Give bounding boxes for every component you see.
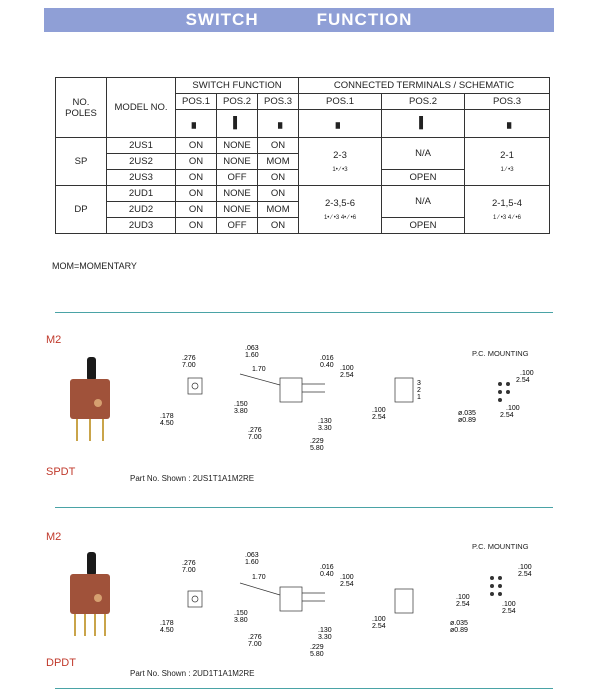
pos-cell: ON bbox=[258, 218, 299, 234]
pin bbox=[76, 419, 78, 441]
hole-mark bbox=[498, 398, 502, 402]
side-view-lever bbox=[240, 374, 280, 385]
sp-open: OPEN bbox=[382, 170, 465, 186]
model-cell: 2US1 bbox=[107, 138, 176, 154]
pos-cell: NONE bbox=[217, 186, 258, 202]
pos-cell: OFF bbox=[217, 170, 258, 186]
dim-label: .100 bbox=[372, 616, 386, 623]
terminal-number: 3 bbox=[417, 380, 421, 387]
hole-mark bbox=[506, 382, 510, 386]
dim-label: 7.00 bbox=[248, 641, 262, 648]
sp-c3-text: 2-1 bbox=[500, 150, 514, 161]
dim-label: 1.60 bbox=[245, 352, 259, 359]
dim-label: ø.035 bbox=[458, 410, 476, 417]
front-view bbox=[188, 378, 202, 394]
pos-cell: MOM bbox=[258, 154, 299, 170]
sp-connected-pos3 bbox=[465, 138, 550, 186]
divider bbox=[55, 688, 553, 689]
pos-cell: MOM bbox=[258, 202, 299, 218]
dim-label: 0.40 bbox=[320, 571, 334, 578]
side-view-body bbox=[280, 378, 302, 402]
header-connected: CONNECTED TERMINALS / SCHEMATIC bbox=[299, 78, 550, 94]
dp-c3-text: 2-1,5-4 bbox=[491, 198, 523, 209]
pos-cell: ON bbox=[176, 138, 217, 154]
header-c-pos3: POS.3 bbox=[465, 94, 550, 110]
banner-word-2: FUNCTION bbox=[316, 10, 413, 29]
dim-label: 2.54 bbox=[502, 608, 516, 615]
dimension-drawing-dpdt bbox=[150, 535, 440, 660]
switch-body bbox=[70, 574, 110, 614]
bottom-view bbox=[395, 378, 413, 402]
dim-label: 2.54 bbox=[372, 414, 386, 421]
side-view-body bbox=[280, 587, 302, 611]
header-no-poles: NO. POLES bbox=[56, 78, 107, 138]
hole-mark bbox=[490, 576, 494, 580]
pos-cell: NONE bbox=[217, 202, 258, 218]
pin bbox=[74, 614, 76, 636]
dim-label: .063 bbox=[245, 552, 259, 559]
dim-label: 0.40 bbox=[320, 362, 334, 369]
header-model: MODEL NO. bbox=[107, 78, 176, 138]
schematic-icon: 1• ⁄ •3 4• ⁄ •6 bbox=[323, 215, 357, 221]
toggle-icon-pos1: ▖ bbox=[176, 110, 217, 138]
hole-mark bbox=[498, 592, 502, 596]
dim-label: .150 bbox=[234, 401, 248, 408]
momentary-note: MOM=MOMENTARY bbox=[52, 261, 137, 271]
front-view-bushing bbox=[192, 383, 198, 389]
dim-label: 1.70 bbox=[252, 574, 266, 581]
series-label: M2 bbox=[46, 531, 62, 543]
dim-label: .100 bbox=[506, 405, 520, 412]
dp-connected-pos3 bbox=[465, 186, 550, 234]
dim-label: 3.30 bbox=[318, 425, 332, 432]
pin bbox=[102, 419, 104, 441]
pos-cell: ON bbox=[176, 218, 217, 234]
dim-label: 7.00 bbox=[182, 567, 196, 574]
part-number: Part No. Shown : 2US1T1A1M2RE bbox=[130, 474, 255, 483]
pos-cell: OFF bbox=[217, 218, 258, 234]
dim-label: 3.80 bbox=[234, 617, 248, 624]
dim-label: .016 bbox=[320, 355, 334, 362]
pos-cell: ON bbox=[176, 186, 217, 202]
pc-mounting-drawing-spdt bbox=[450, 362, 550, 432]
pole-type-label: DPDT bbox=[46, 657, 76, 669]
pos-cell: ON bbox=[258, 186, 299, 202]
side-view-lever bbox=[240, 583, 280, 595]
pos-cell: ON bbox=[258, 138, 299, 154]
hole-mark bbox=[506, 390, 510, 394]
poles-sp: SP bbox=[56, 138, 107, 186]
dim-label: .276 bbox=[182, 355, 196, 362]
dim-label: .178 bbox=[160, 413, 174, 420]
dim-label: 5.80 bbox=[310, 445, 324, 452]
model-cell: 2US2 bbox=[107, 154, 176, 170]
header-switch-function: SWITCH FUNCTION bbox=[176, 78, 299, 94]
toggle-icon-pos3: ▗ bbox=[258, 110, 299, 138]
dim-label: .100 bbox=[518, 564, 532, 571]
switch-photo-dpdt bbox=[60, 550, 120, 650]
dim-label: ø0.89 bbox=[450, 627, 468, 634]
toggle-icon-c-pos3: ▗ bbox=[465, 110, 550, 138]
bottom-view bbox=[395, 589, 413, 613]
dp-connected-pos1 bbox=[299, 186, 382, 234]
front-view bbox=[188, 591, 202, 607]
dim-label: .178 bbox=[160, 620, 174, 627]
sp-connected-pos1 bbox=[299, 138, 382, 186]
dim-label: .100 bbox=[456, 594, 470, 601]
header-pos1: POS.1 bbox=[176, 94, 217, 110]
dim-label: .229 bbox=[310, 438, 324, 445]
dim-label: .100 bbox=[340, 574, 354, 581]
pos-cell: NONE bbox=[217, 138, 258, 154]
dp-connected-pos2: N/A bbox=[382, 186, 465, 218]
switch-function-table bbox=[55, 77, 550, 234]
dim-label: .100 bbox=[502, 601, 516, 608]
hole-mark bbox=[498, 584, 502, 588]
model-cell: 2UD2 bbox=[107, 202, 176, 218]
logo-mark bbox=[94, 594, 102, 602]
logo-mark bbox=[94, 399, 102, 407]
dim-label: .100 bbox=[520, 370, 534, 377]
model-cell: 2UD1 bbox=[107, 186, 176, 202]
pos-cell: ON bbox=[176, 154, 217, 170]
dim-label: 2.54 bbox=[340, 581, 354, 588]
dim-label: 4.50 bbox=[160, 627, 174, 634]
dimension-drawing-spdt bbox=[150, 340, 440, 455]
header-c-pos1: POS.1 bbox=[299, 94, 382, 110]
pc-mounting-title: P.C. MOUNTING bbox=[472, 542, 529, 551]
dim-label: 2.54 bbox=[372, 623, 386, 630]
terminal-number: 1 bbox=[417, 394, 421, 401]
dim-label: 3.30 bbox=[318, 634, 332, 641]
dim-label: .276 bbox=[248, 634, 262, 641]
header-pos2: POS.2 bbox=[217, 94, 258, 110]
toggle-icon-pos2: ▌ bbox=[217, 110, 258, 138]
dim-label: .276 bbox=[248, 427, 262, 434]
dim-label: 1.60 bbox=[245, 559, 259, 566]
pos-cell: ON bbox=[258, 170, 299, 186]
toggle-lever bbox=[87, 552, 96, 576]
pin bbox=[104, 614, 106, 636]
pos-cell: ON bbox=[176, 202, 217, 218]
banner-word-1: SWITCH bbox=[185, 10, 259, 29]
pc-mounting-drawing-dpdt bbox=[450, 558, 550, 638]
switch-photo-spdt bbox=[60, 355, 120, 455]
dim-label: .276 bbox=[182, 560, 196, 567]
terminal-number: 2 bbox=[417, 387, 421, 394]
dim-label: 2.54 bbox=[518, 571, 532, 578]
hole-mark bbox=[498, 382, 502, 386]
dim-label: 7.00 bbox=[248, 434, 262, 441]
divider bbox=[55, 507, 553, 508]
toggle-icon-c-pos2: ▌ bbox=[382, 110, 465, 138]
dim-label: 1.70 bbox=[252, 366, 266, 373]
hole-mark bbox=[490, 592, 494, 596]
toggle-lever bbox=[87, 357, 96, 381]
hole-mark bbox=[490, 584, 494, 588]
dim-label: 7.00 bbox=[182, 362, 196, 369]
dim-label: .229 bbox=[310, 644, 324, 651]
dim-label: .130 bbox=[318, 418, 332, 425]
dim-label: 2.54 bbox=[516, 377, 530, 384]
dim-label: 2.54 bbox=[340, 372, 354, 379]
pin bbox=[94, 614, 96, 636]
pos-cell: ON bbox=[176, 170, 217, 186]
divider bbox=[55, 312, 553, 313]
dim-label: 3.80 bbox=[234, 408, 248, 415]
header-c-pos2: POS.2 bbox=[382, 94, 465, 110]
series-label: M2 bbox=[46, 334, 62, 346]
pole-type-label: SPDT bbox=[46, 466, 76, 478]
dim-label: .100 bbox=[340, 365, 354, 372]
dim-label: ø.035 bbox=[450, 620, 468, 627]
dim-label: 2.54 bbox=[456, 601, 470, 608]
dp-c1-text: 2-3,5-6 bbox=[324, 198, 356, 209]
dim-label: .150 bbox=[234, 610, 248, 617]
dim-label: .130 bbox=[318, 627, 332, 634]
part-number: Part No. Shown : 2UD1T1A1M2RE bbox=[130, 669, 255, 678]
pc-mounting-title: P.C. MOUNTING bbox=[472, 349, 529, 358]
dim-label: 4.50 bbox=[160, 420, 174, 427]
pos-cell: NONE bbox=[217, 154, 258, 170]
dim-label: 2.54 bbox=[500, 412, 514, 419]
pin bbox=[84, 614, 86, 636]
pin bbox=[89, 419, 91, 441]
dim-label: .063 bbox=[245, 345, 259, 352]
sp-connected-pos2: N/A bbox=[382, 138, 465, 170]
dim-label: .100 bbox=[372, 407, 386, 414]
header-pos3: POS.3 bbox=[258, 94, 299, 110]
dp-open: OPEN bbox=[382, 218, 465, 234]
schematic-icon: 1 ⁄ •3 bbox=[500, 167, 514, 173]
switch-body bbox=[70, 379, 110, 419]
toggle-icon-c-pos1: ▖ bbox=[299, 110, 382, 138]
model-cell: 2US3 bbox=[107, 170, 176, 186]
dim-label: 5.80 bbox=[310, 651, 324, 658]
hole-mark bbox=[498, 576, 502, 580]
poles-dp: DP bbox=[56, 186, 107, 234]
schematic-icon: 1• ⁄ •3 bbox=[332, 167, 348, 173]
hole-mark bbox=[498, 390, 502, 394]
dim-label: ø0.89 bbox=[458, 417, 476, 424]
sp-c1-text: 2-3 bbox=[333, 150, 347, 161]
section-banner bbox=[44, 8, 554, 32]
model-cell: 2UD3 bbox=[107, 218, 176, 234]
schematic-icon: 1 ⁄ •3 4 ⁄ •6 bbox=[493, 215, 521, 221]
dim-label: .016 bbox=[320, 564, 334, 571]
front-view-bushing bbox=[192, 596, 198, 602]
